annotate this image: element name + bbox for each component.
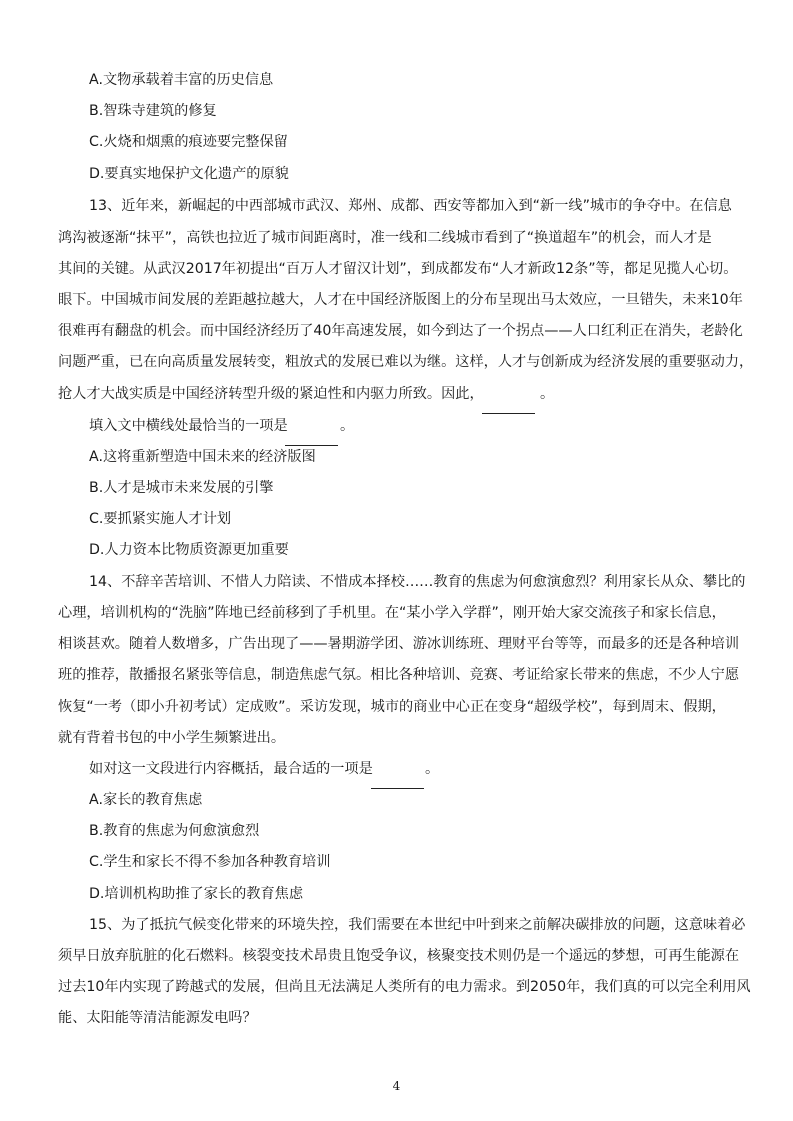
q14-answer-blank (371, 788, 424, 789)
q13-text-blank (482, 413, 535, 414)
q13-answer-blank (285, 445, 338, 446)
q14-prompt: 如对这一文段进行内容概括，最合适的一项是 (89, 761, 373, 777)
q15-line: 过去10年内实现了跨越式的发展，但尚且无法满足人类所有的电力需求。到2050年，我们真的可以完全利用风 (58, 979, 751, 995)
q14-option-b: B.教育的焦虑为何愈演愈烈 (89, 823, 260, 839)
q13-line: 鸿沟被逐渐“抹平”，高铁也拉近了城市间距离时，准一线和二线城市看到了“换道超车”的机会，而人才是 (58, 230, 712, 246)
page-number: 4 (392, 1079, 401, 1093)
q13-line: 13、近年来，新崛起的中西部城市武汉、郑州、成都、西安等都加入到“新一线”城市的争夺中。在信息 (89, 198, 732, 214)
q13-line: 抢人才大战实质是中国经济转型升级的紧迫性和内驱力所致。因此， (58, 386, 484, 402)
q14-line: 班的推荐，散播报名紧张等信息，制造焦虑气氛。相比各种培训、竞赛、考证给家长带来的焦虑，不少人宁愿 (58, 667, 740, 683)
q13-option-c: C.要抓紧实施人才计划 (89, 511, 232, 527)
q13-line: 很难再有翻盘的机会。而中国经济经历了40年高速发展，如今到达了一个拐点——人口红利正在消失，老龄化 (58, 323, 743, 339)
q14-option-d: D.培训机构助推了家长的教育焦虑 (89, 886, 304, 902)
q12-option-d: D.要真实地保护文化遗产的原貌 (89, 166, 289, 182)
q15-line: 15、为了抵抗气候变化带来的环境失控，我们需要在本世纪中叶到来之前解决碳排放的问题，这意味着必 (89, 917, 746, 933)
q13-option-b: B.人才是城市未来发展的引擎 (89, 480, 274, 496)
q12-option-b: B.智珠寺建筑的修复 (89, 103, 217, 119)
q13-line: 眼下。中国城市间发展的差距越拉越大，人才在中国经济版图上的分布呈现出马太效应，一旦错失，未来10年 (58, 292, 743, 308)
q14-line: 就有背着书包的中小学生频繁进出。 (58, 730, 286, 746)
q15-line: 能、太阳能等清洁能源发电吗？ (58, 1010, 257, 1026)
q14-line: 心理，培训机构的“洗脑”阵地已经前移到了手机里。在“某小学入学群”，刚开始大家交流孩子和家长信息， (58, 605, 726, 621)
q13-line: 其间的关键。从武汉2017年初提出“百万人才留汉计划”，到成都发布“人才新政12条”等，都足见揽人心切。 (58, 261, 738, 277)
q14-option-c: C.学生和家长不得不参加各种教育培训 (89, 854, 331, 870)
q14-line: 14、不辞辛苦培训、不惜人力陪读、不惜成本择校……教育的焦虑为何愈演愈烈？利用家长从众、攀比的 (89, 574, 746, 590)
q13-line: 问题严重，已在向高质量发展转变，粗放式的发展已难以为继。这样，人才与创新成为经济发展的重要驱动力， (58, 354, 754, 370)
q13-option-a: A.这将重新塑造中国未来的经济版图 (89, 449, 316, 465)
q14-line: 相谈甚欢。随着人数增多，广告出现了——暑期游学团、游冰训练班、理财平台等等，而最多的还是各种培训 (58, 636, 740, 652)
q15-line: 须早日放弃肮脏的化石燃料。核裂变技术昂贵且饱受争议，核聚变技术则仍是一个遥远的梦想，可再生能源在 (58, 948, 740, 964)
q13-line-end: 。 (540, 386, 555, 402)
q13-option-d: D.人力资本比物质资源更加重要 (89, 542, 289, 558)
q12-option-c: C.火烧和烟熏的痕迹要完整保留 (89, 134, 288, 150)
q13-prompt-end: 。 (340, 418, 355, 434)
q14-line: 恢复“一考（即小升初考试）定成败”。采访发现，城市的商业中心正在变身“超级学校”，每到周末、假期， (58, 699, 726, 715)
q14-option-a: A.家长的教育焦虑 (89, 792, 203, 808)
q12-option-a: A.文物承载着丰富的历史信息 (89, 72, 274, 88)
q14-prompt-end: 。 (425, 761, 440, 777)
q13-prompt: 填入文中横线处最恰当的一项是 (89, 418, 288, 434)
